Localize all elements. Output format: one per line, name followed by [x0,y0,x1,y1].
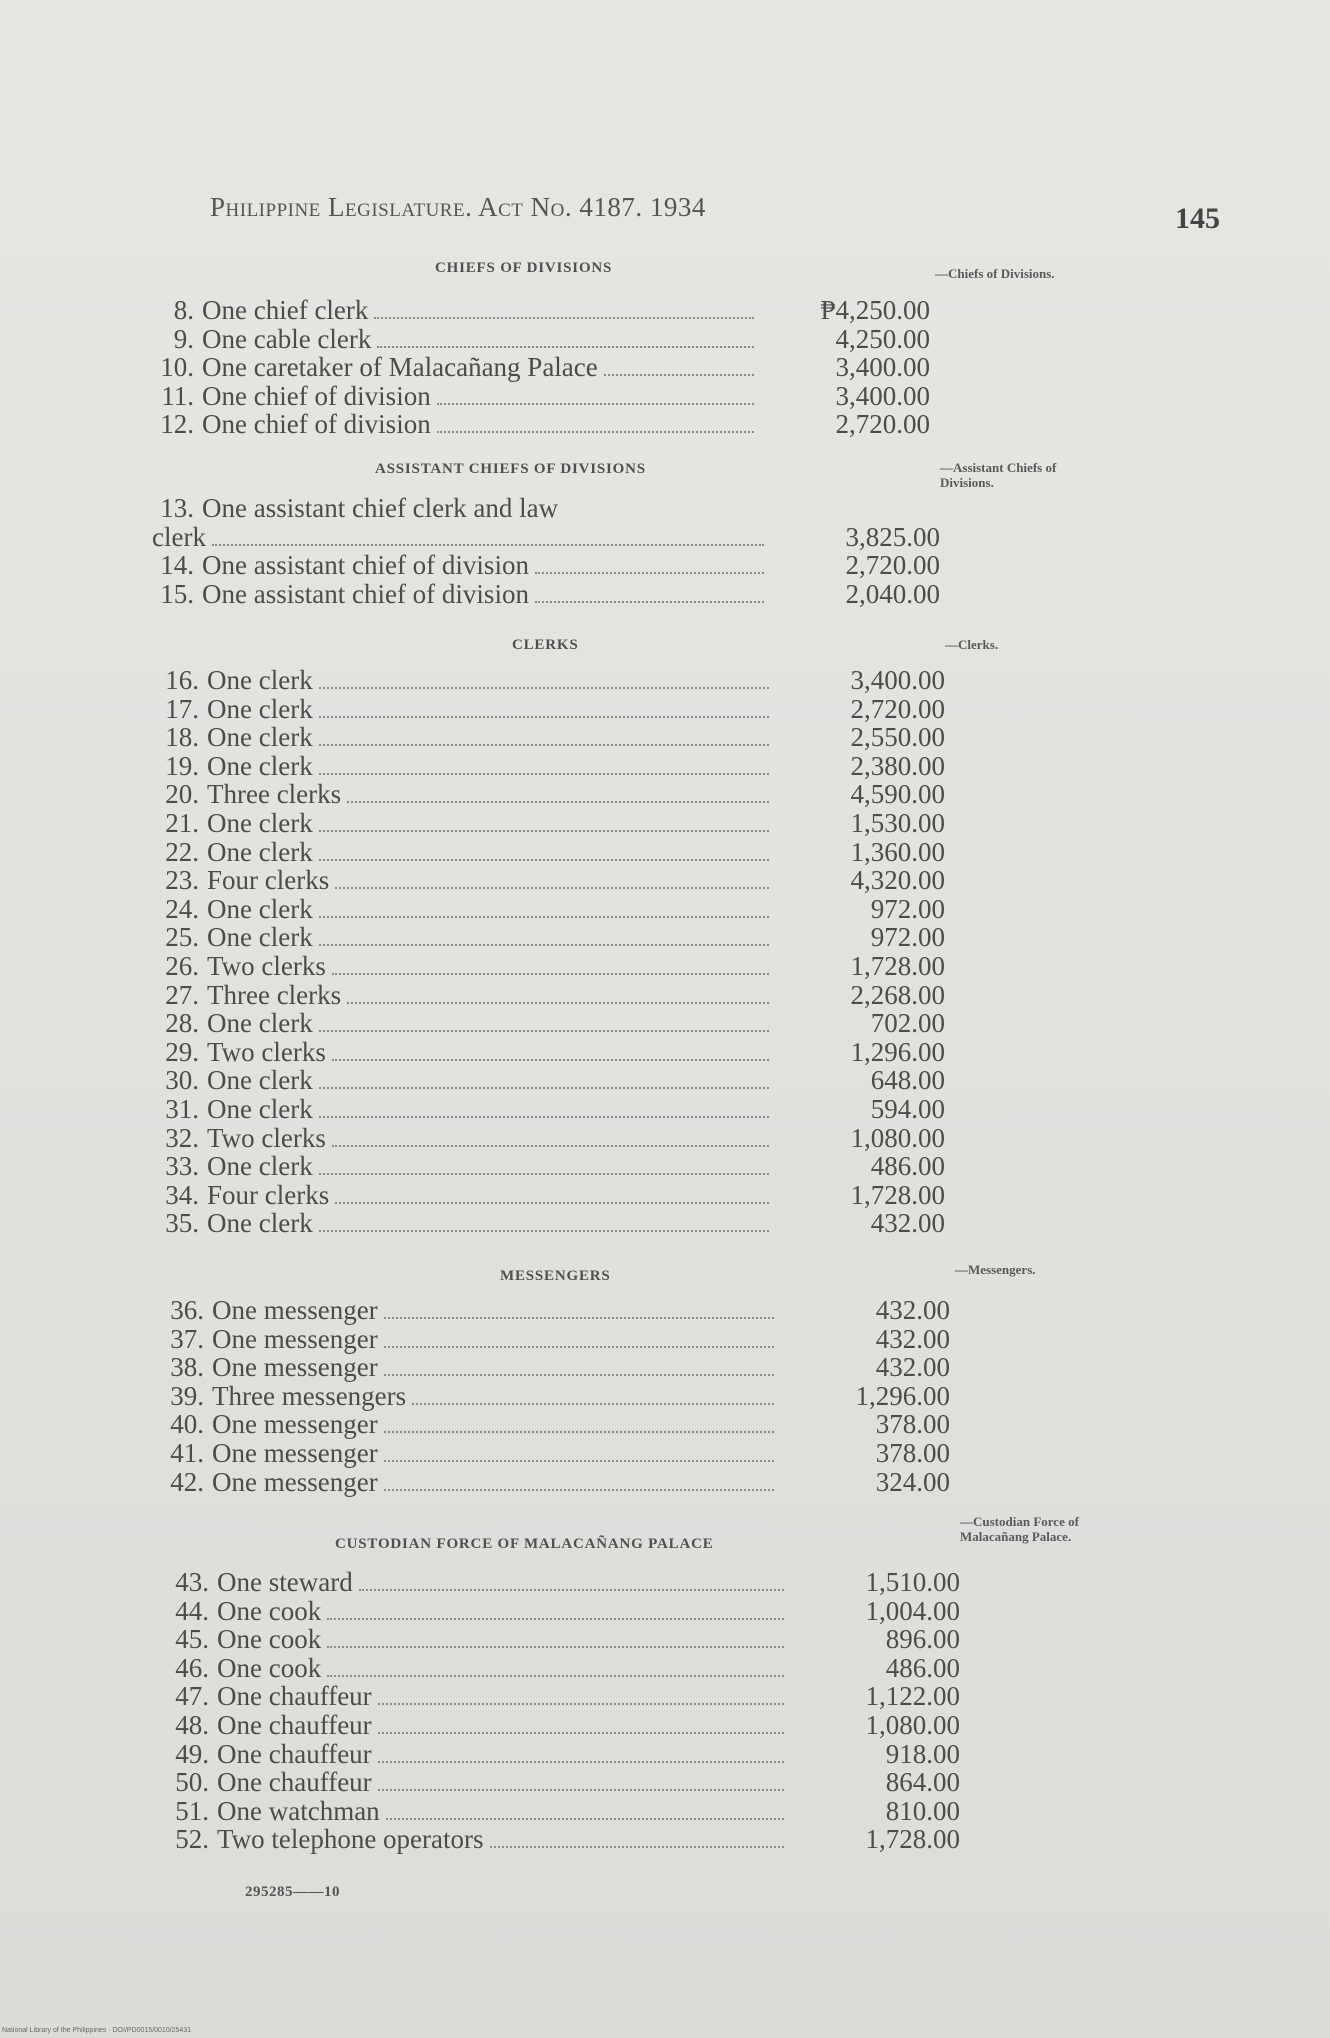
list-item [150,382,930,411]
item-amount: 594.00 [870,1093,945,1124]
item-description: One messenger [212,1323,378,1354]
item-amount: 1,728.00 [850,1179,945,1210]
item-number: 51. [175,1795,209,1826]
list-item [155,1124,945,1153]
running-head: Philippine Legislature. Act No. 4187. 1934 [210,192,706,222]
margin-note-messengers: —Messengers. [955,1262,1036,1277]
dot-leader [384,1489,774,1491]
item-amount: 1,510.00 [865,1567,960,1597]
item-number: 29. [165,1036,199,1067]
item-amount: 1,360.00 [850,836,945,867]
item-description: Three messengers [212,1380,407,1411]
list-item [155,838,945,867]
list-item [155,952,945,981]
item-description: Two clerks [207,1036,326,1067]
list-item [160,1353,950,1382]
scan-credit: National Library of the Philippines · DOI/PD0015/0010/25431 [2,2027,192,2034]
list-item [160,1439,950,1468]
item-number: 12. [160,409,194,440]
item-number: 52. [175,1824,209,1855]
item-amount: 4,250.00 [835,323,930,354]
item-number: 17. [165,693,199,724]
item-description: One chauffeur [217,1738,372,1769]
list-item [165,1825,960,1854]
item-number: 31. [165,1093,199,1124]
list-item [150,296,930,325]
section-heading-clerks: CLERKS [512,637,579,653]
list-item [150,551,940,580]
list-item [150,410,930,439]
item-amount: 972.00 [870,893,945,924]
item-number: 24. [165,893,199,924]
item-amount: 1,728.00 [850,950,945,981]
dot-leader [319,830,769,832]
item-description: Two clerks [207,1122,326,1153]
item-number: 30. [165,1065,199,1096]
item-description: One messenger [212,1466,378,1497]
margin-note-chiefs: —Chiefs of Divisions. [935,266,1055,281]
list-item-continuation [152,523,940,552]
item-description: One clerk [207,836,313,867]
list-item [165,1768,960,1797]
margin-note-custodian-2: Malacañang Palace. [960,1529,1072,1544]
dot-leader [378,1789,784,1791]
item-description: One clerk [207,893,313,924]
item-number: 48. [175,1709,209,1740]
item-amount: 1,080.00 [850,1122,945,1153]
dot-leader [384,1460,774,1462]
list-item [165,1597,960,1626]
list-item [155,1209,945,1238]
item-description: One messenger [212,1437,378,1468]
item-amount: 432.00 [875,1352,950,1383]
item-description: One clerk [207,1151,313,1182]
item-number: 27. [165,979,199,1010]
list-item [155,1038,945,1067]
item-number: 50. [175,1767,209,1798]
item-number: 10. [160,352,194,383]
dot-leader [319,1173,769,1175]
item-description: One messenger [212,1409,378,1440]
dot-leader [377,346,754,348]
item-amount: 2,040.00 [845,578,940,609]
item-number: 44. [175,1595,209,1626]
item-amount: 3,400.00 [835,352,930,383]
section-heading-assistant: ASSISTANT CHIEFS OF DIVISIONS [375,461,646,477]
item-description: One assistant chief of division [202,578,529,609]
dot-leader [319,716,769,718]
item-amount: 1,122.00 [865,1681,960,1712]
dot-leader [437,431,754,433]
item-description: Three clerks [207,779,342,810]
list-item [155,809,945,838]
item-description: One caretaker of Malacañang Palace [202,352,598,383]
item-amount: 918.00 [885,1738,960,1769]
item-description: One clerk [207,1008,313,1039]
dot-leader [384,1317,774,1319]
item-amount: 2,720.00 [850,693,945,724]
list-item [155,1095,945,1124]
item-number: 40. [170,1409,204,1440]
dot-leader [335,887,769,889]
item-amount: 1,296.00 [855,1380,950,1411]
item-number: 15. [160,578,194,609]
item-number: 21. [165,807,199,838]
dot-leader [327,1675,784,1677]
list-item [165,1625,960,1654]
item-description: One steward [217,1567,353,1597]
item-amount: 896.00 [885,1624,960,1655]
item-number: 20. [165,779,199,810]
list-item [155,895,945,924]
item-number: 46. [175,1652,209,1683]
dot-leader [319,1116,769,1118]
section-heading-custodian: CUSTODIAN FORCE OF MALACAÑANG PALACE [335,1536,714,1552]
item-number: 13. [160,493,194,523]
dot-leader [412,1403,774,1405]
item-amount: 3,400.00 [835,380,930,411]
list-item [150,580,940,609]
dot-leader [384,1346,774,1348]
list-item [160,1410,950,1439]
list-item [160,1468,950,1497]
item-description: One assistant chief of division [202,550,529,581]
item-amount: 4,320.00 [850,865,945,896]
item-description: Four clerks [207,1179,330,1210]
item-amount: 1,530.00 [850,807,945,838]
item-description: One clerk [207,1065,313,1096]
list-item [165,1682,960,1711]
item-description: Three clerks [207,979,342,1010]
item-description: One messenger [212,1352,378,1383]
dot-leader [319,1230,769,1232]
dot-leader [347,801,769,803]
item-amount: 864.00 [885,1767,960,1798]
dot-leader [604,374,754,376]
dot-leader [319,859,769,861]
item-number: 22. [165,836,199,867]
item-description: One clerk [207,1093,313,1124]
list-item [160,1296,950,1325]
dot-leader [327,1646,784,1648]
item-description: One chief clerk [202,295,369,325]
list-item [160,1382,950,1411]
item-description: Two clerks [207,950,326,981]
item-number: 49. [175,1738,209,1769]
list-item [155,752,945,781]
item-description: One clerk [207,807,313,838]
item-description: One chief of division [202,409,431,440]
item-amount: 1,728.00 [865,1824,960,1855]
list-item [155,780,945,809]
dot-leader [378,1732,784,1734]
dot-leader [319,944,769,946]
list-item [160,1325,950,1354]
item-amount: 432.00 [875,1295,950,1325]
item-description: One clerk [207,1208,313,1239]
item-number: 11. [161,380,194,411]
dot-leader [332,1145,769,1147]
item-number: 14. [160,550,194,581]
item-number: 23. [165,865,199,896]
item-amount: 3,825.00 [845,521,940,552]
list-item [150,353,930,382]
dot-leader [437,403,754,405]
item-description: One clerk [207,693,313,724]
item-amount: 324.00 [875,1466,950,1497]
item-number: 18. [165,722,199,753]
item-amount: 2,380.00 [850,750,945,781]
list-item [155,1009,945,1038]
entries-assistant [150,494,940,608]
list-item [165,1654,960,1683]
dot-leader [359,1589,784,1591]
item-description: Two telephone operators [217,1824,484,1855]
dot-leader [384,1431,774,1433]
item-number: 38. [170,1352,204,1383]
item-description: One clerk [207,922,313,953]
list-item [165,1797,960,1826]
dot-leader [319,744,769,746]
item-description-cont: clerk [152,521,206,552]
dot-leader [319,687,769,689]
item-description: One clerk [207,722,313,753]
item-number: 41. [170,1437,204,1468]
item-number: 42. [170,1466,204,1497]
item-amount: 1,296.00 [850,1036,945,1067]
list-item [155,1066,945,1095]
item-amount: 378.00 [875,1437,950,1468]
item-number: 28. [165,1008,199,1039]
item-amount: 432.00 [870,1208,945,1239]
item-description: One clerk [207,665,313,695]
item-amount: 2,720.00 [835,409,930,440]
item-amount: 1,004.00 [865,1595,960,1626]
item-amount: 2,720.00 [845,550,940,581]
dot-leader [319,773,769,775]
dot-leader [332,973,769,975]
item-description: One watchman [217,1795,380,1826]
item-amount: 2,268.00 [850,979,945,1010]
list-item [155,866,945,895]
item-amount: 1,080.00 [865,1709,960,1740]
dot-leader [378,1703,784,1705]
item-number: 34. [165,1179,199,1210]
margin-note-clerks: —Clerks. [945,637,999,652]
item-amount: ₱4,250.00 [820,295,930,325]
item-number: 32. [165,1122,199,1153]
item-number: 36. [170,1295,204,1325]
item-number: 35. [165,1208,199,1239]
dot-leader [535,601,764,603]
item-description: One chauffeur [217,1681,372,1712]
item-amount: 4,590.00 [850,779,945,810]
list-item [155,1181,945,1210]
item-number: 47. [175,1681,209,1712]
item-number: 8. [173,295,194,325]
item-description: One assistant chief clerk and law [202,493,559,523]
item-number: 9. [173,323,194,354]
dot-leader [347,1002,769,1004]
list-item [155,1152,945,1181]
item-description: One messenger [212,1295,378,1325]
dot-leader [319,916,769,918]
dot-leader [332,1059,769,1061]
dot-leader [319,1030,769,1032]
item-description: One chauffeur [217,1709,372,1740]
entries-assistant-rest [150,551,940,608]
item-amount: 486.00 [885,1652,960,1683]
list-item [155,923,945,952]
item-amount: 972.00 [870,922,945,953]
list-item [155,695,945,724]
item-number: 43. [175,1567,209,1597]
entries-custodian [165,1568,960,1854]
item-number: 33. [165,1151,199,1182]
list-item [150,325,930,354]
dot-leader [535,572,764,574]
item-amount: 702.00 [870,1008,945,1039]
section-heading-messengers: MESSENGERS [500,1268,611,1284]
dot-leader [212,544,764,546]
entries-chiefs [150,296,930,439]
list-item [165,1711,960,1740]
item-description: One cook [217,1595,322,1626]
dot-leader [319,1087,769,1089]
item-description: One cable clerk [202,323,372,354]
dot-leader [374,317,754,319]
item-number: 16. [165,665,199,695]
page-number: 145 [1175,202,1220,235]
dot-leader [490,1846,784,1848]
dot-leader [386,1818,784,1820]
item-amount: 432.00 [875,1323,950,1354]
item-number: 26. [165,950,199,981]
list-item [155,723,945,752]
dot-leader [327,1618,784,1620]
item-description: One clerk [207,750,313,781]
item-amount: 486.00 [870,1151,945,1182]
list-item [150,494,940,523]
section-heading-chiefs: CHIEFS OF DIVISIONS [435,260,613,276]
item-number: 37. [170,1323,204,1354]
item-description: One chief of division [202,380,431,411]
dot-leader [384,1374,774,1376]
item-amount: 2,550.00 [850,722,945,753]
item-number: 25. [165,922,199,953]
margin-note-assistant-2: Divisions. [940,475,994,490]
printer-code: 295285——10 [245,1884,340,1900]
page-header [210,192,1220,242]
entries-clerks [155,666,945,1238]
margin-note-custodian-1: —Custodian Force of [960,1514,1079,1529]
entries-messengers [160,1296,950,1496]
dot-leader [335,1202,769,1204]
list-item [155,981,945,1010]
item-description: One cook [217,1624,322,1655]
dot-leader [378,1761,784,1763]
item-description: One chauffeur [217,1767,372,1798]
list-item [165,1568,960,1597]
item-amount: 3,400.00 [850,665,945,695]
list-item [165,1740,960,1769]
item-amount: 378.00 [875,1409,950,1440]
item-description: Four clerks [207,865,330,896]
list-item [155,666,945,695]
margin-note-assistant-1: —Assistant Chiefs of [940,460,1057,475]
item-amount: 810.00 [885,1795,960,1826]
item-amount: 648.00 [870,1065,945,1096]
item-number: 39. [170,1380,204,1411]
item-number: 19. [165,750,199,781]
item-number: 45. [175,1624,209,1655]
item-description: One cook [217,1652,322,1683]
